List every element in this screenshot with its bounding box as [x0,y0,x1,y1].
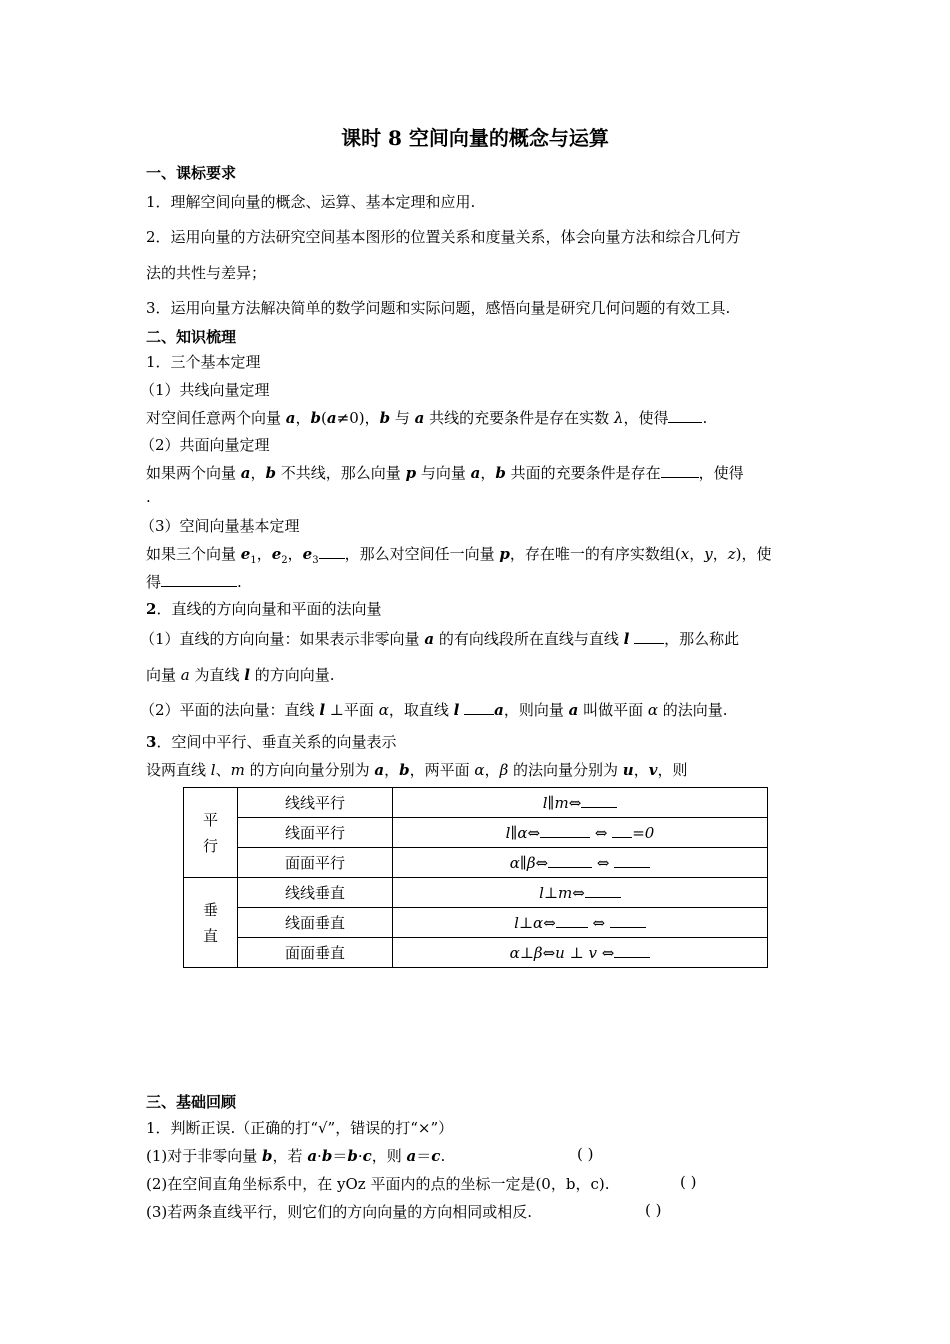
judge-item-2: (2)在空间直角坐标系中，在 yOz 平面内的点的坐标一定是(0，b，c). [146,1175,610,1193]
group-parallel: 平 行 [184,788,238,878]
answer-bracket-1[interactable]: ( ) [577,1145,594,1163]
page-title: 课时 8 空间向量的概念与运算 [341,126,609,150]
standard-item-2-cont: 法的共性与差异； [146,264,267,282]
relation-expression: l⊥m⇔ [393,878,768,908]
relation-expression: l∥m⇔ [393,788,768,818]
theorem-collinear-text: 对空间任意两个向量 a，b(a≠0)，b 与 a 共线的充要条件是存在实数 λ，使得 . [146,409,708,427]
table-row [184,938,768,968]
relations-table [183,787,768,968]
theorem-basis-end: 得 . [146,573,242,591]
subheading-direction-normal: 2．直线的方向向量和平面的法向量 [146,600,382,618]
answer-bracket-2[interactable]: ( ) [680,1173,697,1191]
group-perpendicular: 垂 直 [184,878,238,968]
section-heading-standards: 一、课标要求 [146,164,237,182]
relation-name: 线线平行 [238,788,393,818]
relation-expression: α⊥β⇔u ⊥ v ⇔ [393,938,768,968]
answer-bracket-3[interactable]: ( ) [645,1201,662,1219]
relation-name: 线面垂直 [238,908,393,938]
relation-expression: α∥β⇔ ⇔ [393,848,768,878]
question-true-false: 1．判断正误.（正确的打“√”，错误的打“×”） [146,1119,454,1137]
relation-name: 线面平行 [238,818,393,848]
table-row [184,848,768,878]
normal-vector-def: （2）平面的法向量：直线 l ⊥平面 α，取直线 l a，则向量 a 叫做平面 α 的法向量. [140,701,728,719]
subheading-three-theorems: 1．三个基本定理 [146,353,261,371]
section-heading-review: 三、基础回顾 [146,1093,237,1111]
table-row [184,878,768,908]
theorem-coplanar-title: （2）共面向量定理 [140,436,270,454]
direction-vector-def: （1）直线的方向向量：如果表示非零向量 a 的有向线段所在直线与直线 l ，那么称此 [140,630,740,648]
judge-item-3: (3)若两条直线平行，则它们的方向向量的方向相同或相反. [146,1203,533,1221]
table-row [184,818,768,848]
relation-expression: l∥α⇔ ⇔ =0 [393,818,768,848]
table-row [184,788,768,818]
subheading-relations: 3．空间中平行、垂直关系的向量表示 [146,733,397,751]
relation-expression: l⊥α⇔ ⇔ [393,908,768,938]
judge-item-1: (1)对于非零向量 b，若 a·b＝b·c，则 a＝c. [146,1147,446,1165]
standard-item-2: 2．运用向量的方法研究空间基本图形的位置关系和度量关系，体会向量方法和综合几何方 [146,228,741,246]
direction-vector-def-cont: 向量 a 为直线 l 的方向向量. [146,666,335,684]
theorem-basis-text: 如果三个向量 $e_1$，$e_2$，$e_3$ ，那么对空间任一向量 p，存在唯一的有序实数组(x，y，z)，使 [146,545,772,566]
section-heading-knowledge: 二、知识梳理 [146,328,237,346]
relation-name: 面面平行 [238,848,393,878]
relation-name: 线线垂直 [238,878,393,908]
standard-item-3: 3．运用向量方法解决简单的数学问题和实际问题，感悟向量是研究几何问题的有效工具. [146,299,731,317]
theorem-basis-title: （3）空间向量基本定理 [140,517,300,535]
relation-name: 面面垂直 [238,938,393,968]
theorem-collinear-title: （1）共线向量定理 [140,381,270,399]
theorem-coplanar-end: . [146,488,151,506]
theorem-coplanar-text: 如果两个向量 a，b 不共线，那么向量 p 与向量 a，b 共面的充要条件是存在 ，使得 [146,464,744,482]
standard-item-1: 1．理解空间向量的概念、运算、基本定理和应用. [146,193,476,211]
relations-setup: 设两直线 l、m 的方向向量分别为 a，b，两平面 α，β 的法向量分别为 u，v，则 [146,761,688,779]
table-row [184,908,768,938]
theorem-collinear-lead: 对空间任意两个向量 [146,409,282,427]
